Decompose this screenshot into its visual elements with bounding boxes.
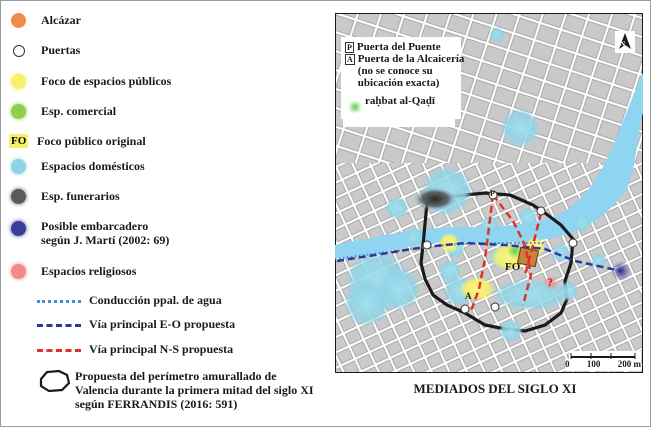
dock-dot-icon [11, 221, 26, 236]
legend-label: Conducción ppal. de agua [89, 293, 222, 307]
scale-label: 200 m [617, 359, 641, 369]
legend-label: Alcázar [41, 13, 81, 27]
legend-item-alcazar [9, 13, 81, 29]
gate-marker [491, 303, 499, 311]
legend-label: Esp. comercial [41, 104, 117, 118]
legend-item-fo [9, 134, 146, 150]
p-marker: P [490, 189, 495, 198]
domestic-area [571, 213, 591, 233]
ns-road-line-icon [37, 349, 81, 352]
legend-label: Foco público original [37, 134, 146, 148]
domestic-area [551, 243, 571, 263]
fo-badge-icon: FO [11, 135, 27, 147]
map-caption: MEDIADOS DEL SIGLO XI [413, 381, 577, 396]
legend-label: Propuesta del perímetro amurallado de Valencia durante la primera mitad del siglo XI según FERRANDIS (2016: 591) [75, 369, 314, 411]
a-marker: A [465, 291, 472, 301]
commercial-dot-icon [11, 104, 26, 119]
legend-label: Posible embarcadero según J. Martí (2002: 69) [41, 219, 170, 247]
a-gate-label: Puerta de la Alcaicería (no se conoce su ubicación exacta) [357, 53, 465, 89]
domestic-area [489, 27, 505, 43]
domestic-dot-icon [11, 159, 26, 174]
public-space-area [439, 233, 459, 253]
legend-item-eo [37, 317, 235, 333]
domestic-area [343, 279, 391, 327]
funerary-dot-icon [11, 189, 26, 204]
legend-item-wall [37, 369, 314, 411]
legend-item-embarcadero [9, 219, 169, 247]
gate-marker [569, 239, 577, 247]
domestic-area [385, 196, 409, 220]
fo-marker: FO [505, 261, 521, 273]
gate-marker [537, 207, 545, 215]
legend-label: Espacios religiosos [41, 264, 137, 278]
p-gate-label: Puerta del Puente [356, 41, 441, 53]
alcazar-dot-icon [11, 13, 26, 28]
legend-item-funerarios [9, 189, 120, 205]
wall-outline-icon [37, 369, 71, 393]
city-map [335, 13, 643, 373]
legend-label: Espacios domésticos [41, 159, 145, 173]
water-line-icon [37, 300, 81, 303]
legend-item-comercial [9, 104, 116, 120]
legend-label: Puertas [41, 43, 81, 57]
domestic-area [499, 319, 523, 343]
legend-item-domesticos [9, 159, 145, 175]
question-marker: ? [547, 275, 553, 289]
green-label: raḥbat al-Qaḍī [365, 95, 435, 107]
public-space-dot-icon [11, 74, 26, 89]
legend-label: Vía principal E-O propuesta [89, 317, 236, 331]
legend-item-puertas [9, 43, 80, 59]
gate-marker [461, 305, 469, 313]
legend-label: Foco de espacios públicos [41, 74, 172, 88]
legend-item-foco [9, 74, 171, 90]
scale-label: 0 [565, 359, 570, 369]
inset-row-p [345, 41, 464, 53]
scale-labels [565, 359, 641, 369]
north-label: N [620, 40, 626, 48]
domestic-area [559, 281, 579, 301]
inset-labels [345, 41, 464, 107]
legend-label: Esp. funerarios [41, 189, 120, 203]
legend-label: Vía principal N-S propuesta [89, 342, 234, 356]
funerary-area [413, 187, 457, 211]
a-gate-badge: A [347, 55, 353, 64]
legend-item-ns [37, 342, 233, 358]
legend-item-agua [37, 293, 222, 309]
map-legend [1, 1, 331, 426]
eo-road-line-icon [37, 324, 81, 327]
religious-dot-icon [11, 264, 26, 279]
gate-marker [423, 241, 431, 249]
gate-ring-icon [13, 45, 25, 57]
scale-label: 100 [586, 359, 601, 369]
legend-item-religiosos [9, 264, 136, 280]
domestic-area [500, 108, 540, 148]
domestic-area [518, 207, 538, 227]
p-gate-badge: P [347, 43, 352, 52]
inset-row-a [345, 53, 464, 89]
domestic-area [403, 227, 423, 247]
domestic-area [491, 279, 571, 311]
